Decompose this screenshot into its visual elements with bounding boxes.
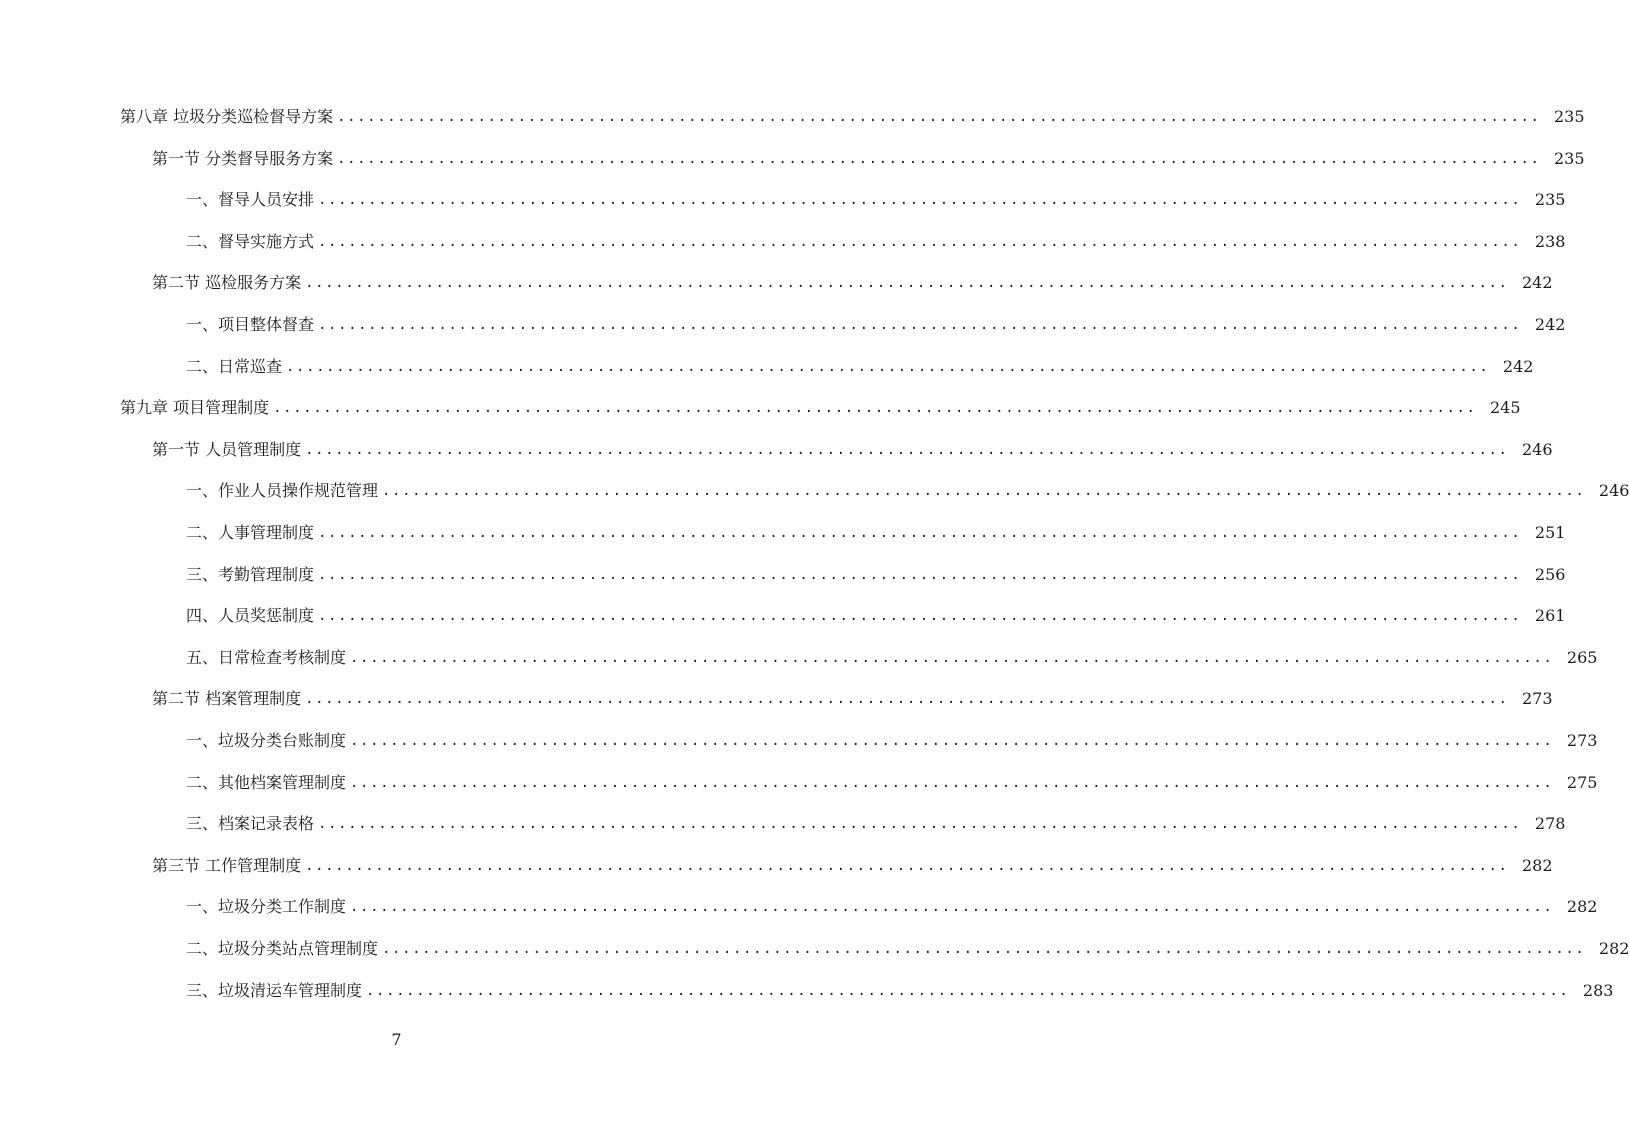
toc-entry[interactable]: [0, 845, 1553, 887]
toc-entry[interactable]: [0, 678, 1553, 720]
toc-entry-title: 二、日常巡查: [186, 356, 283, 376]
toc-dot-leader: ........................................................................................................................: [305, 857, 1509, 874]
toc-entry[interactable]: [0, 512, 1566, 554]
toc-entry-title: 二、垃圾分类站点管理制度: [186, 939, 379, 958]
toc-entry[interactable]: [0, 970, 1614, 1012]
toc-entry-title: 三、垃圾清运车管理制度: [186, 980, 363, 1000]
toc-entry-title: 二、督导实施方式: [186, 231, 315, 251]
page-number: 7: [391, 1030, 402, 1049]
toc-dot-leader: ........................................................................................................................: [382, 483, 1586, 500]
toc-entry-title: 第一节 分类督导服务方案: [152, 148, 334, 168]
toc-entry[interactable]: [0, 179, 1566, 221]
toc-entry-title: 第三节 工作管理制度: [152, 855, 302, 875]
toc-entry-page: 242: [1502, 356, 1534, 376]
toc-entry[interactable]: [0, 762, 1598, 804]
toc-entry-page: 235: [1554, 148, 1585, 168]
toc-dot-leader: ........................................................................................................................: [350, 649, 1554, 666]
toc-entry[interactable]: [0, 720, 1598, 762]
toc-entry-title: 一、督导人员安排: [186, 190, 315, 210]
toc-entry[interactable]: [0, 429, 1553, 471]
toc-dot-leader: ........................................................................................................................: [350, 899, 1554, 916]
toc-entry-page: 273: [1522, 689, 1553, 709]
toc-entry-title: 一、垃圾分类工作制度: [186, 897, 347, 917]
toc-dot-leader: ........................................................................................................................: [382, 941, 1586, 957]
toc-entry-page: 245: [1490, 398, 1521, 418]
toc-entry-page: 246: [1522, 439, 1553, 459]
toc-entry[interactable]: [0, 96, 1585, 138]
toc-entry-title: 第九章 项目管理制度: [120, 398, 270, 418]
toc-dot-leader: ........................................................................................................................: [318, 566, 1522, 583]
toc-entry[interactable]: [0, 595, 1566, 637]
toc-dot-leader: ........................................................................................................................: [305, 275, 1509, 292]
toc-entry[interactable]: [0, 304, 1566, 346]
toc-entry-page: 283: [1582, 980, 1614, 1000]
toc-entry[interactable]: [0, 346, 1534, 388]
toc-entry[interactable]: [0, 221, 1566, 263]
toc-dot-leader: ........................................................................................................................: [273, 400, 1477, 417]
toc-dot-leader: ........................................................................................................................: [337, 150, 1541, 167]
toc-entry-title: 二、人事管理制度: [186, 523, 315, 542]
toc-dot-leader: ........................................................................................................................: [305, 691, 1509, 708]
toc-entry-title: 四、人员奖惩制度: [186, 606, 315, 626]
toc-dot-leader: ........................................................................................................................: [305, 441, 1509, 458]
toc-entry[interactable]: [0, 387, 1521, 429]
toc-entry-page: 275: [1566, 772, 1598, 792]
toc-entry-title: 五、日常检查考核制度: [186, 647, 347, 667]
toc-entry-page: 256: [1534, 564, 1566, 584]
toc-entry-title: 二、其他档案管理制度: [186, 772, 347, 792]
toc-entry-page: 235: [1554, 107, 1585, 126]
toc-entry-title: 一、项目整体督查: [186, 315, 315, 334]
toc-entry-title: 三、档案记录表格: [186, 814, 315, 834]
toc-entry-title: 第八章 垃圾分类巡检督导方案: [120, 107, 334, 126]
toc-dot-leader: ........................................................................................................................: [350, 774, 1554, 791]
toc-entry-page: 261: [1534, 606, 1566, 626]
toc-entry-title: 第二节 巡检服务方案: [152, 273, 302, 293]
toc-dot-leader: ........................................................................................................................: [318, 317, 1522, 333]
toc-dot-leader: ........................................................................................................................: [318, 233, 1522, 250]
toc-entry-title: 三、考勤管理制度: [186, 564, 315, 584]
toc-dot-leader: ........................................................................................................................: [366, 982, 1570, 999]
toc-entry-page: 278: [1534, 814, 1566, 834]
toc-entry-page: 242: [1522, 273, 1553, 293]
toc-entry-title: 第二节 档案管理制度: [152, 689, 302, 709]
toc-entry-page: 246: [1598, 481, 1629, 501]
toc-entry[interactable]: [0, 262, 1553, 304]
toc-entry-page: 251: [1534, 523, 1566, 542]
toc-entry[interactable]: [0, 138, 1585, 180]
toc-entry-title: 一、作业人员操作规范管理: [186, 481, 379, 501]
toc-entry-page: 265: [1566, 647, 1598, 667]
toc-entry-title: 一、垃圾分类台账制度: [186, 731, 347, 750]
toc-dot-leader: ........................................................................................................................: [318, 525, 1522, 541]
toc-entry[interactable]: [0, 928, 1629, 970]
toc-dot-leader: ........................................................................................................................: [318, 608, 1522, 625]
toc-entry-page: 273: [1566, 731, 1598, 750]
toc-dot-leader: ........................................................................................................................: [350, 733, 1554, 749]
toc-entry-page: 282: [1566, 897, 1598, 917]
toc-entry-page: 282: [1522, 855, 1553, 875]
toc-dot-leader: ........................................................................................................................: [337, 109, 1541, 125]
toc-entry[interactable]: [0, 886, 1598, 928]
toc-entry-page: 238: [1534, 231, 1566, 251]
toc-entry-page: 282: [1598, 939, 1629, 958]
toc-entry-title: 第一节 人员管理制度: [152, 439, 302, 459]
toc-dot-leader: ........................................................................................................................: [318, 192, 1522, 209]
toc-entry[interactable]: [0, 803, 1566, 845]
toc-dot-leader: ........................................................................................................................: [286, 358, 1490, 375]
toc-entry[interactable]: [0, 637, 1598, 679]
toc-entry-page: 235: [1534, 190, 1566, 210]
toc-entry[interactable]: [0, 470, 1629, 512]
toc-entry-page: 242: [1534, 315, 1566, 334]
toc-dot-leader: ........................................................................................................................: [318, 816, 1522, 833]
toc-entry[interactable]: [0, 554, 1566, 596]
